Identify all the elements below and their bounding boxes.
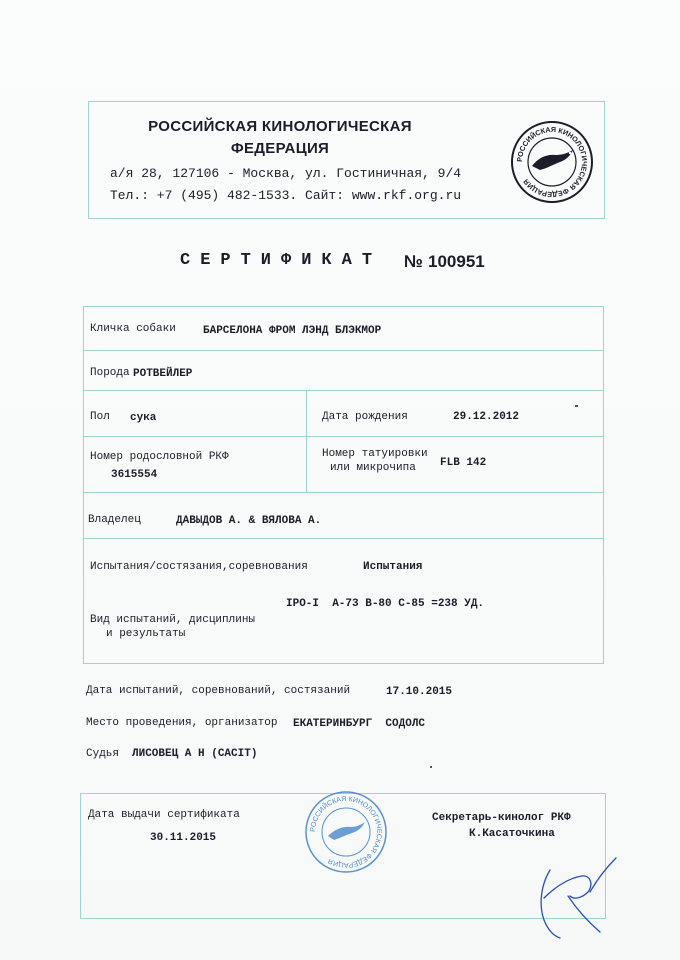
logo-ring-text: РОССИЙСКАЯ КИНОЛОГИЧЕСКАЯ ФЕДЕРАЦИЯ: [514, 124, 590, 200]
certificate-number-prefix: №: [404, 252, 423, 271]
signature: [520, 848, 620, 944]
event-type-value: Испытания: [363, 561, 423, 573]
stamp-ring-text: РОССИЙСКАЯ КИНОЛОГИЧЕСКАЯ ФЕДЕРАЦИЯ: [309, 795, 383, 869]
owner-value: ДАВЫДОВ А. & ВЯЛОВА А.: [176, 515, 322, 527]
birth-label: Дата рождения: [322, 411, 408, 423]
tattoo-value: FLB 142: [440, 457, 487, 469]
rkf-logo-icon: [510, 120, 594, 204]
dog-name-value: БАРСЕЛОНА ФРОМ ЛЭНД БЛЭКМОР: [203, 325, 382, 337]
row-divider: [84, 436, 603, 437]
event-date-label: Дата испытаний, соревнований, состязаний: [86, 685, 351, 697]
scan-dot: [430, 766, 432, 768]
judge-value: ЛИСОВЕЦ А Н (CACIT): [132, 748, 258, 760]
secretary-name: К.Касаточкина: [469, 828, 555, 840]
pedigree-value: 3615554: [111, 469, 158, 481]
col-divider: [306, 391, 307, 492]
scan-dot: [575, 405, 578, 407]
issue-date-value: 30.11.2015: [150, 832, 217, 844]
dog-name-label: Кличка собаки: [90, 323, 176, 335]
place-value: ЕКАТЕРИНБУРГ СОДОЛС: [293, 718, 426, 730]
owner-label: Владелец: [88, 514, 141, 526]
org-name-line1: РОССИЙСКАЯ КИНОЛОГИЧЕСКАЯ: [148, 118, 412, 135]
main-table: [83, 306, 604, 664]
discipline-label-2: и результаты: [106, 628, 186, 640]
row-divider: [84, 492, 603, 493]
sex-label: Пол: [90, 411, 110, 423]
secretary-label: Секретарь-кинолог РКФ: [432, 812, 571, 824]
org-name-line2: ФЕДЕРАЦИЯ: [230, 140, 330, 157]
org-address: а/я 28, 127106 - Москва, ул. Гостиничная, 9/4: [110, 166, 462, 181]
sex-value: сука: [130, 412, 157, 424]
event-date-value: 17.10.2015: [386, 686, 453, 698]
place-label: Место проведения, организатор: [86, 717, 278, 729]
certificate-title: СЕРТИФИКАТ: [180, 251, 383, 270]
org-contacts: Тел.: +7 (495) 482-1533. Сайт: www.rkf.org.ru: [110, 188, 462, 203]
result-value: IPO-I A-73 B-80 C-85 =238 УД.: [286, 598, 485, 610]
breed-label: Порода: [90, 367, 130, 379]
tattoo-label-2: или микрочипа: [330, 462, 416, 474]
tattoo-label-1: Номер татуировки: [322, 448, 428, 460]
pedigree-label: Номер родословной РКФ: [90, 451, 229, 463]
row-divider: [84, 538, 603, 539]
discipline-label-1: Вид испытаний, дисциплины: [90, 614, 256, 626]
issue-date-label: Дата выдачи сертификата: [88, 809, 240, 821]
birth-value: 29.12.2012: [453, 411, 520, 423]
certificate-number: 100951: [428, 252, 485, 271]
event-type-label: Испытания/состязания,соревнования: [90, 561, 308, 573]
judge-label: Судья: [86, 748, 120, 760]
breed-value: РОТВЕЙЛЕР: [133, 368, 193, 380]
row-divider: [84, 390, 603, 391]
rkf-stamp-icon: [304, 790, 388, 874]
row-divider: [84, 350, 603, 351]
